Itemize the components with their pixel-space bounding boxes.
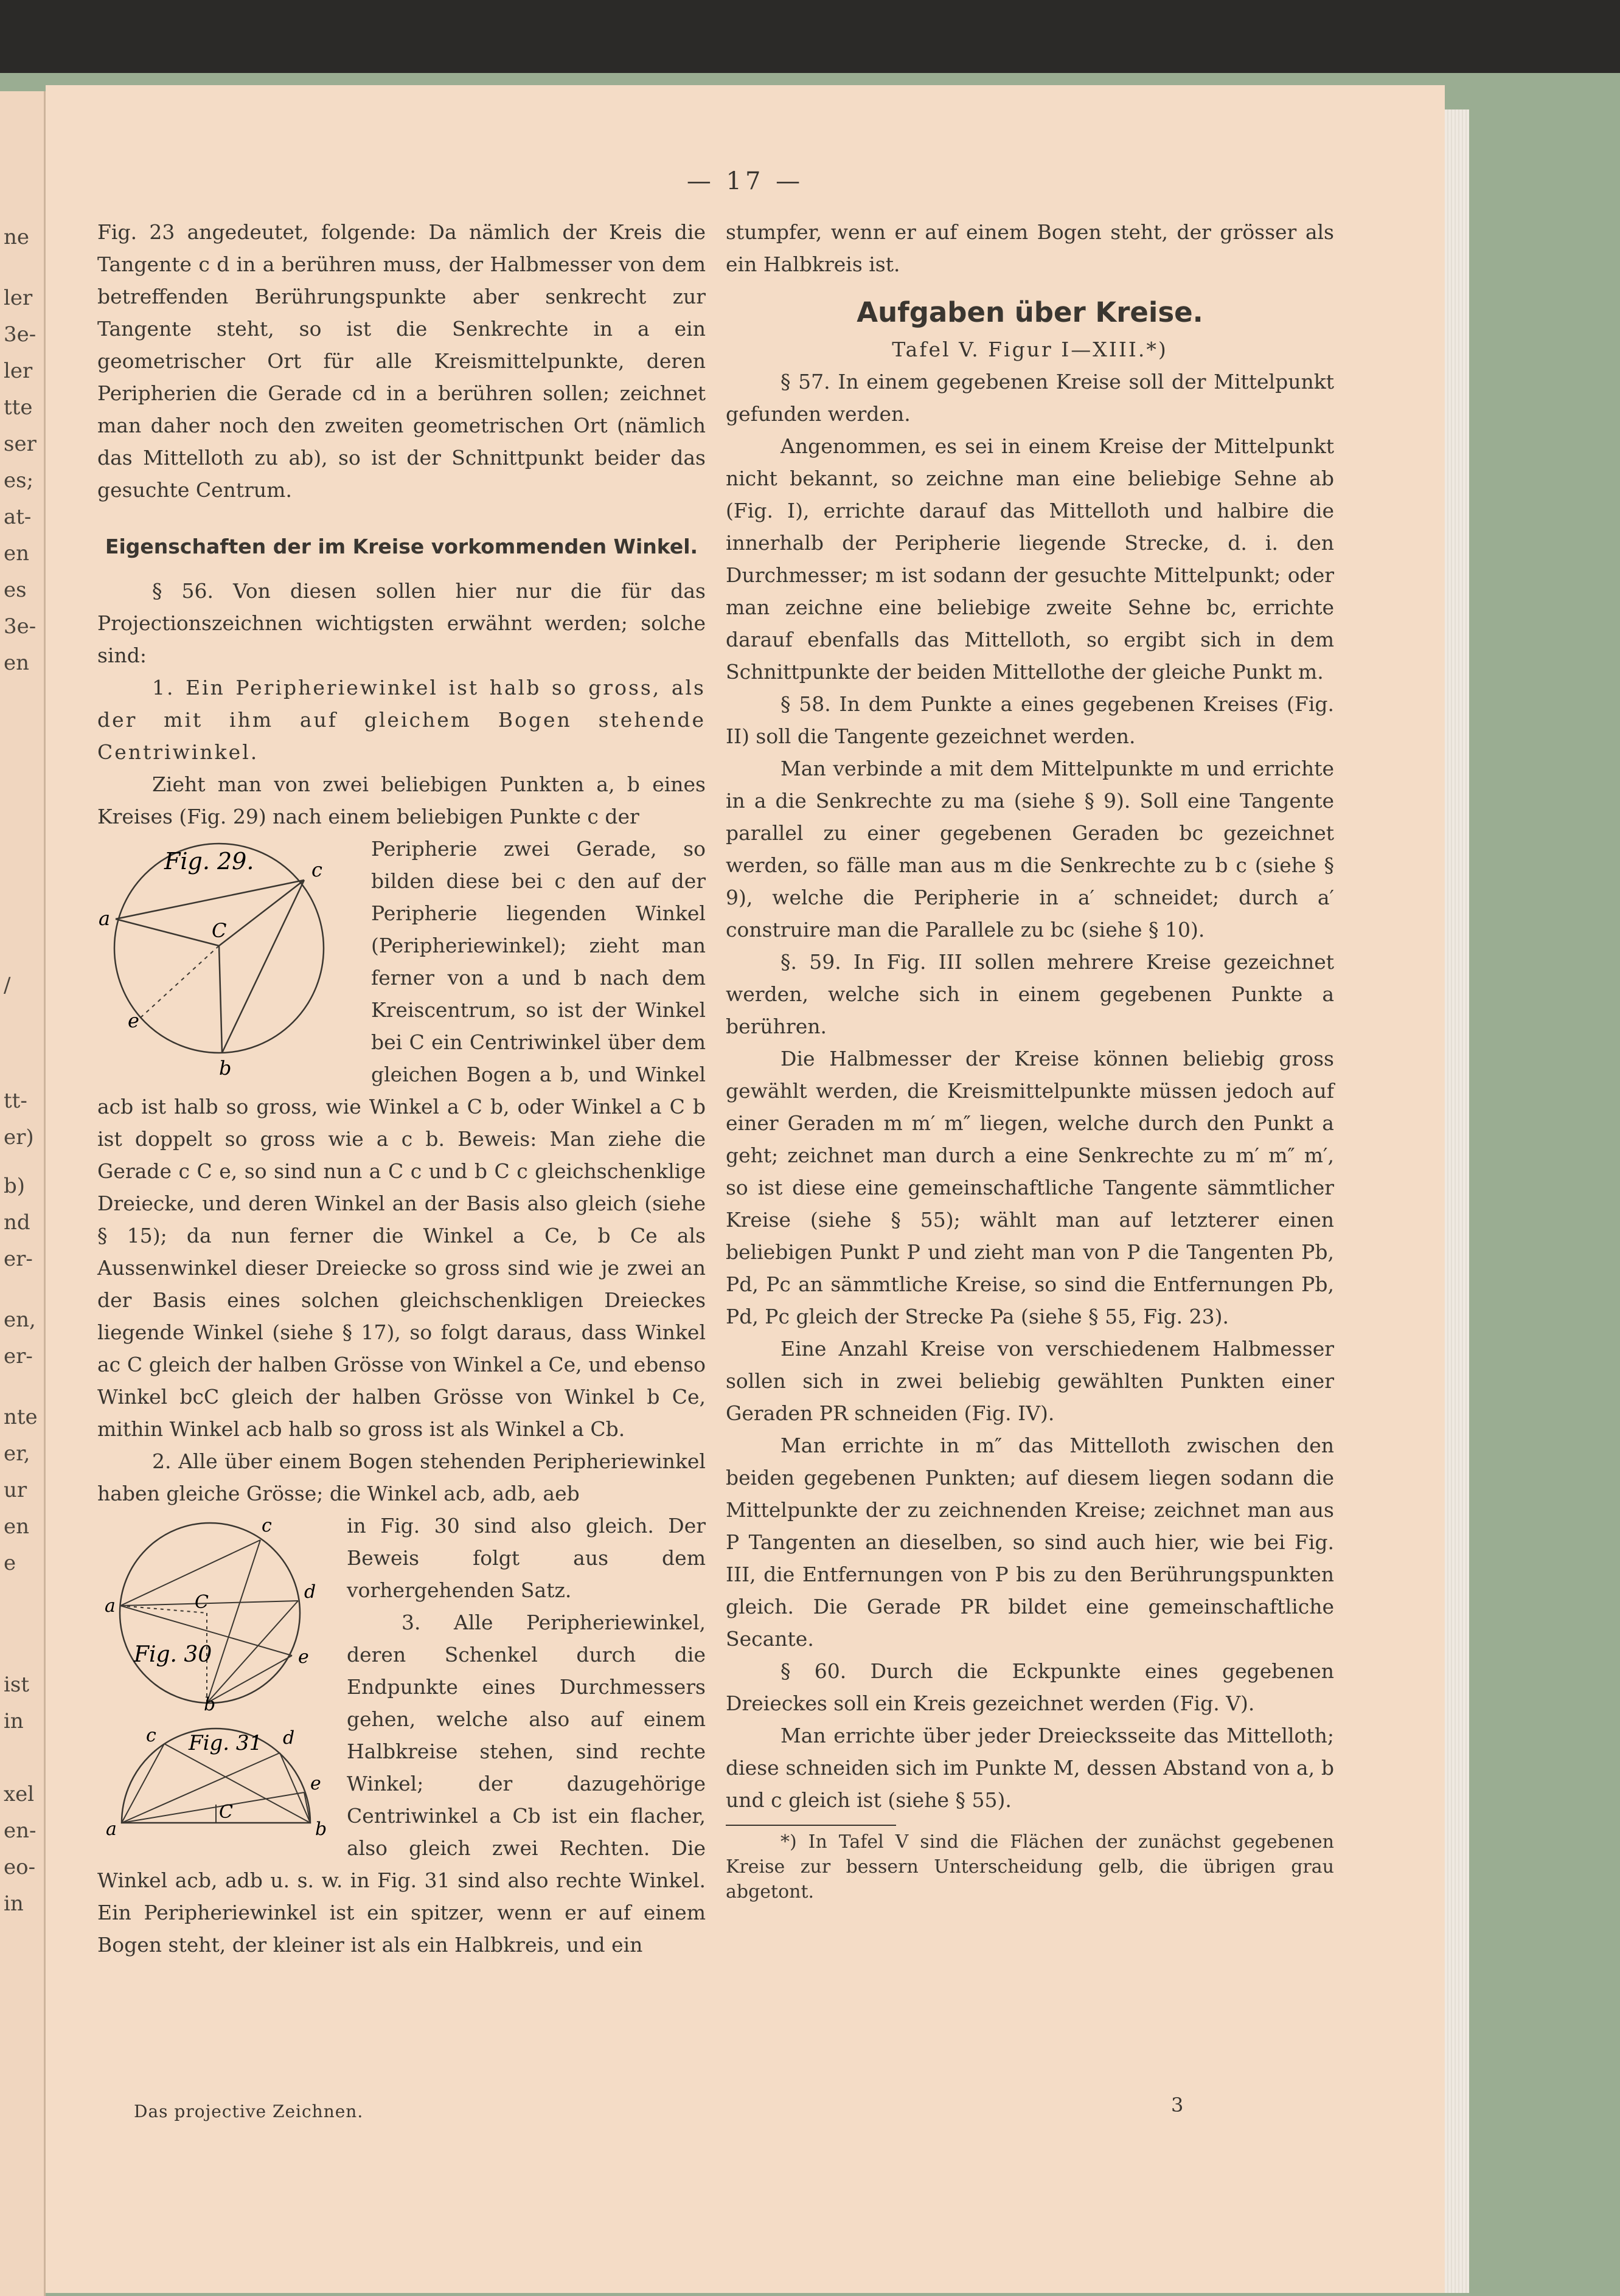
margin-fragment: er- <box>4 1247 33 1271</box>
paragraph: stumpfer, wenn er auf einem Bogen steht, der grösser als ein Halbkreis ist. <box>726 220 1334 276</box>
margin-fragment: e <box>4 1551 16 1575</box>
figure-caption: Fig. 31 <box>189 1731 263 1755</box>
point-label: d <box>283 1727 295 1749</box>
margin-fragment: tte <box>4 395 33 420</box>
point-label: e <box>128 1009 139 1032</box>
point-label: C <box>195 1592 209 1613</box>
margin-fragment: ler <box>4 286 33 310</box>
previous-page-edge <box>0 91 46 2296</box>
section-heading-aufgaben: Aufgaben über Kreise. <box>857 296 1203 328</box>
margin-fragment: en <box>4 541 30 566</box>
footer-title: Das projective Zeichnen. <box>134 2101 364 2121</box>
theorem-1: 1. Ein Peripheriewinkel ist halb so gross, als der mit ihm auf gleichem Bogen stehende Centriwinkel. <box>97 676 706 764</box>
paragraph: Zieht man von zwei beliebigen Punkten a, b eines Kreises (Fig. 29) nach einem beliebigen Punkte c der <box>97 772 706 828</box>
signature-mark: 3 <box>1171 2093 1184 2117</box>
margin-fragment: en <box>4 651 30 675</box>
plate-reference: Tafel V. Figur I—XIII.*) <box>892 338 1168 361</box>
point-label: e <box>310 1773 321 1794</box>
margin-fragment: nte <box>4 1405 38 1429</box>
paragraph: § 57. In einem gegebenen Kreise soll der Mittelpunkt gefunden werden. <box>726 370 1334 426</box>
point-label: a <box>105 1595 116 1617</box>
margin-fragment: er- <box>4 1344 33 1368</box>
point-label: a <box>99 907 111 930</box>
paragraph: Eine Anzahl Kreise von verschiedenem Halbmesser sollen sich in zwei beliebig gewählten Punkten einer Geraden PR schneiden (Fig. IV). <box>726 1337 1334 1425</box>
right-column <box>726 216 1334 1904</box>
theorem-3: 3. Alle Peripheriewinkel, deren Schenkel durch die Endpunkte eines Durchmessers gehen, welche also auf einem Halbkreise stehen, sind rechte Winkel; der dazugehörige Centriwinkel a Cb ist ein flacher, also gleich zwei Rechten. Die Winkel acb, adb u. s. w. in Fig. 31 sind also rechte Winkel. Ein Peripheriewinkel ist ein spitzer, wenn er auf einem Bogen steht, der kleiner ist als ein Halbkreis, und ein <box>97 1611 706 1957</box>
paragraph: § 60. Durch die Eckpunkte eines gegebenen Dreieckes soll ein Kreis gezeichnet werden (Fig. V). <box>726 1659 1334 1715</box>
point-label: c <box>262 1515 272 1536</box>
point-label: d <box>304 1581 316 1603</box>
paragraph: § 56. Von diesen sollen hier nur die für das Projectionszeichnen wichtigsten erwähnt werden; solche sind: <box>97 579 706 667</box>
margin-fragment: es <box>4 578 27 602</box>
footnote-rule <box>726 1825 896 1826</box>
left-column <box>97 216 706 1961</box>
paragraph: § 58. In dem Punkte a eines gegebenen Kreises (Fig. II) soll die Tangente gezeichnet werden. <box>726 692 1334 748</box>
paragraph: Man verbinde a mit dem Mittelpunkte m und errichte in a die Senkrechte zu ma (siehe § 9). Soll eine Tangente parallel zu einer gegebenen Geraden bc gezeichnet werden, so fälle man aus m die Senkrechte zu b c (siehe § 9), welche die Peripherie in a′ schneidet; durch a′ construire man die Parallele zu bc (siehe § 10). <box>726 757 1334 942</box>
margin-fragment: 3e- <box>4 614 37 639</box>
point-label: b <box>315 1819 327 1840</box>
margin-fragment: b) <box>4 1174 26 1198</box>
figure-31 <box>97 1719 335 1841</box>
margin-fragment: eo- <box>4 1855 36 1879</box>
paragraph: in Fig. 30 sind also gleich. Der Beweis folgt aus dem vorhergehenden Satz. <box>347 1514 706 1602</box>
margin-fragment: xel <box>4 1782 35 1806</box>
point-label: c <box>311 858 322 881</box>
margin-fragment: tt- <box>4 1089 27 1113</box>
margin-fragment: ne <box>4 225 30 249</box>
margin-fragment: ser <box>4 432 37 456</box>
footnote: *) In Tafel V sind die Flächen der zunächst gegebenen Kreise zur bessern Unterscheidung gelb, die übrigen grau abgetont. <box>726 1831 1334 1902</box>
margin-fragment: / <box>4 973 11 997</box>
point-label: C <box>212 919 227 942</box>
page-number: — 17 — <box>686 167 804 195</box>
point-label: c <box>146 1725 156 1746</box>
figure-caption: Fig. 29. <box>164 848 254 875</box>
paragraph: Man errichte in m″ das Mittelloth zwischen den beiden gegebenen Punkten; auf diesem liegen sodann die Mittelpunkte der zu zeichnenden Kreise; zeichnet man aus P Tangenten an dieselben, so sind auch hier, wie bei Fig. III, die Entfernungen von P bis zu den Berührungspunkten gleich. Die Gerade PR bildet eine gemeinschaftliche Secante. <box>726 1434 1334 1651</box>
page-stack-edge <box>1445 109 1469 2293</box>
margin-fragment: at- <box>4 505 32 529</box>
point-label: b <box>204 1694 216 1715</box>
point-label: C <box>219 1802 233 1823</box>
paragraph: Angenommen, es sei in einem Kreise der Mittelpunkt nicht bekannt, so zeichne man eine beliebige Sehne ab (Fig. I), errichte darauf das Mittelloth und halbire die innerhalb der Peripherie liegende Strecke, d. i. den Durchmesser; m ist sodann der gesuchte Mittelpunkt; oder man zeichne eine beliebige zweite Sehne bc, errichte darauf ebenfalls das Mittelloth, so ergibt sich in dem Schnittpunkte der beiden Mittellothe der gleiche Punkt m. <box>726 434 1334 684</box>
margin-fragment: ur <box>4 1478 27 1502</box>
book-page <box>46 85 1445 2293</box>
paragraph: Fig. 23 angedeutet, folgende: Da nämlich der Kreis die Tangente c d in a berühren muss, der Halbmesser von dem betreffenden Berührungspunkte aber senkrecht zur Tangente steht, so ist die Senkrechte in a ein geometrischer Ort für alle Kreismittelpunkte, deren Peripherien die Gerade cd in a berühren sollen; zeichnet man daher noch den zweiten geometrischen Ort (nämlich das Mittelloth zu ab), so ist der Schnittpunkt beider das gesuchte Centrum. <box>97 220 706 502</box>
point-label: a <box>106 1819 117 1840</box>
figure-30 <box>97 1510 335 1715</box>
margin-fragment: ist <box>4 1673 29 1697</box>
margin-fragment: in <box>4 1709 24 1733</box>
margin-fragment: nd <box>4 1210 30 1235</box>
paragraph: Die Halbmesser der Kreise können beliebig gross gewählt werden, die Kreismittelpunkte müssen jedoch auf einer Geraden m m′ m″ liegen, welche durch den Punkt a geht; zeichnet man durch a eine Senkrechte zu m′ m″ m′, so ist diese eine gemeinschaftliche Tangente sämmtlicher Kreise (siehe § 55); wählt man auf letzterer einen beliebigen Punkt P und zieht man von P die Tangenten Pb, Pd, Pc an sämmtliche Kreise, so sind die Entfernungen Pb, Pd, Pc gleich der Strecke Pa (siehe § 55, Fig. 23). <box>726 1047 1334 1328</box>
margin-fragment: er, <box>4 1441 30 1466</box>
margin-fragment: er) <box>4 1125 34 1150</box>
figure-30-31-group <box>97 1510 335 1850</box>
paragraph: Peripherie zwei Gerade, so bilden diese bei c den auf der Peripherie liegenden Winkel (Peripheriewinkel); zieht man ferner von a und b nach dem Kreiscentrum, so ist der Winkel bei C ein Centriwinkel über dem gleichen Bogen a b, und Winkel acb ist halb so gross, wie Winkel a C b, oder Winkel a C b ist doppelt so gross wie a c b. Beweis: Man ziehe die Gerade c C e, so sind nun a C c und b C c gleichschenklige Dreiecke, und deren Winkel an der Basis also gleich (siehe § 15); da nun ferner die Winkel a Ce, b Ce als Aussenwinkel dieser Dreiecke so gross sind wie je zwei an der Basis eines solchen gleichschenkligen Dreieckes liegende Winkel (siehe § 17), so folgt daraus, dass Winkel ac C gleich der halben Grösse von Winkel a Ce, und ebenso Winkel bcC gleich der halben Grösse von Winkel b Ce, mithin Winkel acb halb so gross ist als Winkel a Cb. <box>97 837 706 1441</box>
margin-fragment: en <box>4 1514 30 1539</box>
margin-fragment: 3e- <box>4 322 37 347</box>
margin-fragment: en, <box>4 1308 36 1332</box>
point-label: e <box>298 1646 309 1668</box>
margin-fragment: in <box>4 1892 24 1916</box>
margin-fragment: en- <box>4 1819 37 1843</box>
figure-29 <box>97 833 359 1080</box>
theorem-2: 2. Alle über einem Bogen stehenden Peripheriewinkel haben gleiche Grösse; die Winkel acb, adb, aeb <box>97 1449 706 1505</box>
margin-fragment: ler <box>4 359 33 383</box>
section-heading-winkel: Eigenschaften der im Kreise vorkommenden Winkel. <box>105 535 698 558</box>
paragraph: §. 59. In Fig. III sollen mehrere Kreise gezeichnet werden, welche sich in einem gegebenen Punkte a berühren. <box>726 950 1334 1038</box>
paragraph: Man errichte über jeder Dreiecksseite das Mittelloth; diese schneiden sich im Punkte M, dessen Abstand von a, b und c gleich ist (siehe § 55). <box>726 1724 1334 1812</box>
point-label: b <box>219 1056 232 1080</box>
margin-fragment: es; <box>4 468 34 493</box>
figure-caption: Fig. 30 <box>134 1642 212 1667</box>
